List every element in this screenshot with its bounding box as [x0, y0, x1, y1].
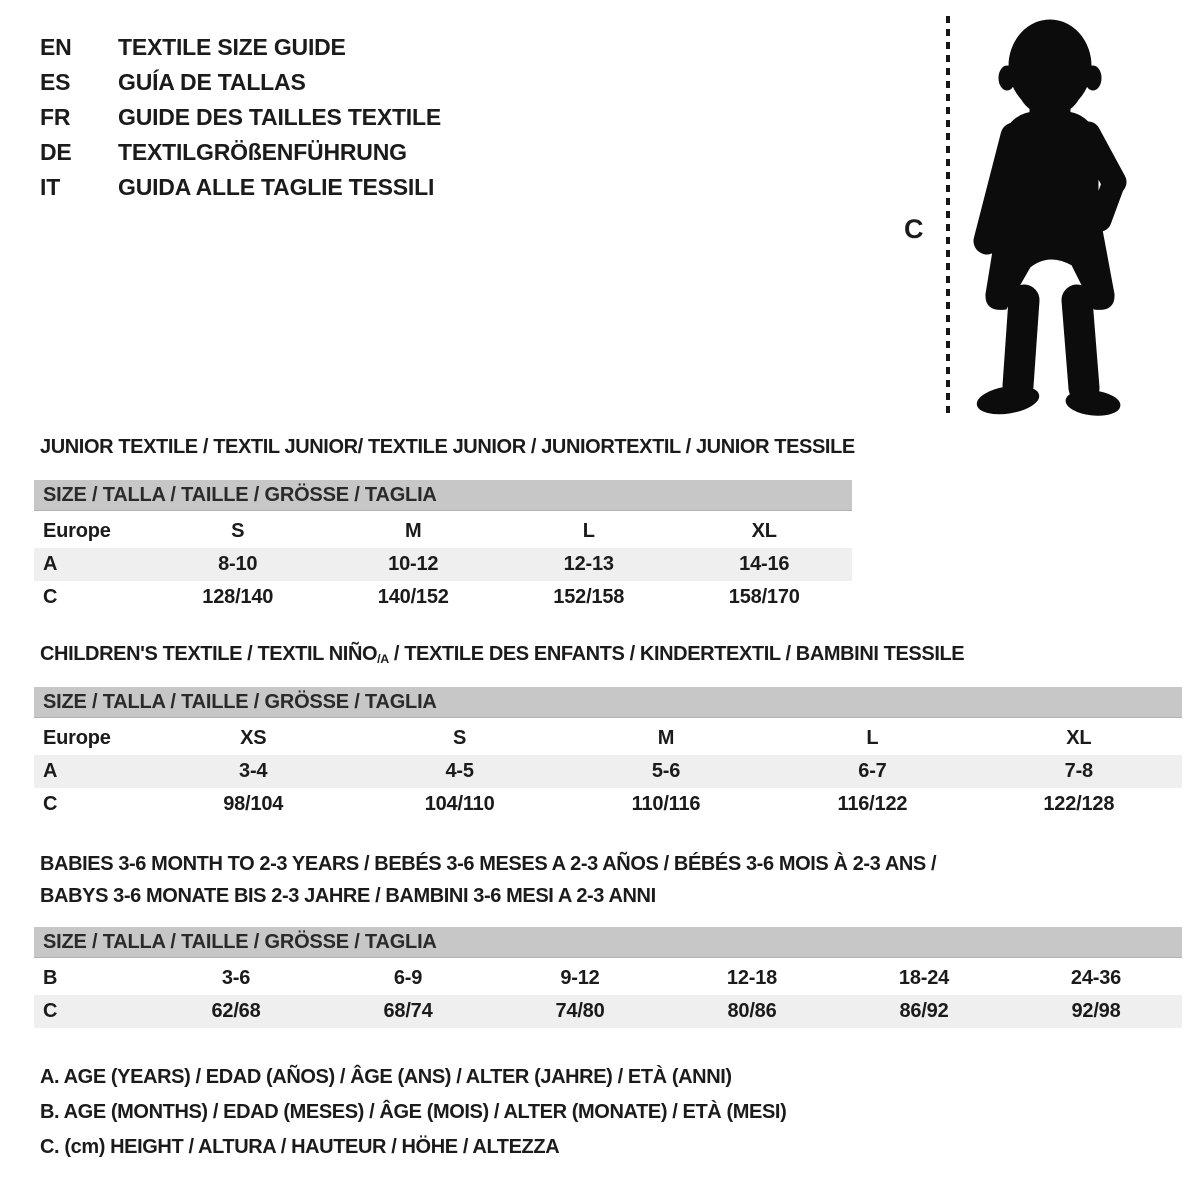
children-section-title: [40, 643, 964, 666]
language-title-block: [40, 30, 441, 205]
months-cell: 24-36: [1070, 967, 1122, 989]
height-measure-label: C: [904, 214, 924, 244]
age-cell: 14-16: [739, 553, 790, 575]
height-cell: 104/110: [424, 793, 495, 815]
table-row-height: [34, 995, 1182, 1028]
junior-size-table: [34, 480, 852, 614]
row-label: Europe: [43, 727, 111, 749]
age-cell: 7-8: [1064, 760, 1093, 782]
children-title-pre: CHILDREN'S TEXTILE / TEXTIL NIÑO: [40, 643, 378, 665]
language-row-it: [40, 170, 441, 205]
table-row-age: [34, 548, 852, 581]
table-row-europe: [34, 722, 1182, 755]
guide-title: TEXTILE SIZE GUIDE: [118, 34, 346, 60]
height-cell: 128/140: [202, 586, 274, 608]
size-cell: L: [582, 520, 595, 542]
children-title-post: / TEXTILE DES ENFANTS / KINDERTEXTIL / BAMBINI TESSILE: [388, 643, 965, 665]
babies-title-line2: BABYS 3-6 MONATE BIS 2-3 JAHRE / BAMBINI 3-6 MESI A 2-3 ANNI: [40, 885, 656, 907]
age-cell: 5-6: [651, 760, 681, 782]
height-cell: 68/74: [383, 1000, 433, 1022]
junior-section-title: JUNIOR TEXTILE / TEXTIL JUNIOR/ TEXTILE JUNIOR / JUNIORTEXTIL / JUNIOR TESSILE: [40, 436, 855, 458]
row-label: A: [43, 553, 58, 575]
age-cell: 3-4: [239, 760, 268, 782]
row-label: C: [43, 793, 58, 815]
row-label: A: [43, 760, 58, 782]
size-cell: S: [453, 727, 467, 749]
legend-height-cm: C. (cm) HEIGHT / ALTURA / HAUTEUR / HÖHE / ALTEZZA: [40, 1136, 560, 1158]
height-cell: 92/98: [1071, 1000, 1121, 1022]
height-cell: 110/116: [631, 793, 701, 815]
toddler-silhouette-icon: [958, 16, 1142, 420]
babies-section-title: [40, 848, 936, 912]
language-row-fr: [40, 100, 441, 135]
size-cell: L: [866, 727, 879, 749]
months-cell: 6-9: [393, 967, 423, 989]
language-code: ES: [40, 69, 71, 95]
height-cell: 152/158: [553, 586, 625, 608]
height-cell: 62/68: [211, 1000, 261, 1022]
months-cell: 3-6: [221, 967, 251, 989]
size-header-bar: SIZE / TALLA / TAILLE / GRÖSSE / TAGLIA: [34, 480, 852, 511]
size-header-bar: SIZE / TALLA / TAILLE / GRÖSSE / TAGLIA: [34, 687, 1182, 718]
height-cell: 98/104: [223, 793, 284, 815]
babies-title-line1: BABIES 3-6 MONTH TO 2-3 YEARS / BEBÉS 3-6 MESES A 2-3 AÑOS / BÉBÉS 3-6 MOIS À 2-3 ANS /: [40, 853, 937, 875]
language-code: EN: [40, 34, 72, 60]
months-cell: 18-24: [898, 967, 950, 989]
size-cell: S: [231, 520, 245, 542]
age-cell: 6-7: [858, 760, 887, 782]
size-cell: M: [657, 727, 675, 749]
table-row-height: [34, 581, 852, 614]
language-code: DE: [40, 139, 72, 165]
size-header-bar: SIZE / TALLA / TAILLE / GRÖSSE / TAGLIA: [34, 927, 1182, 958]
height-cell: 116/122: [837, 793, 908, 815]
language-code: FR: [40, 104, 71, 130]
height-cell: 86/92: [899, 1000, 949, 1022]
babies-size-table: [34, 927, 1182, 1028]
language-row-es: [40, 65, 441, 100]
months-cell: 12-18: [726, 967, 778, 989]
guide-title: GUÍA DE TALLAS: [118, 69, 306, 95]
row-label: B: [43, 967, 58, 989]
guide-title: GUIDE DES TAILLES TEXTILE: [118, 104, 441, 130]
measure-legend: [40, 1066, 786, 1171]
guide-title: GUIDA ALLE TAGLIE TESSILI: [118, 174, 435, 200]
height-cell: 80/86: [727, 1000, 777, 1022]
age-cell: 8-10: [218, 553, 258, 575]
guide-title: TEXTILGRÖßENFÜHRUNG: [118, 139, 407, 165]
age-cell: 10-12: [388, 553, 439, 575]
age-cell: 12-13: [563, 553, 614, 575]
legend-age-years: A. AGE (YEARS) / EDAD (AÑOS) / ÂGE (ANS) / ALTER (JAHRE) / ETÀ (ANNI): [40, 1066, 732, 1088]
height-measure-dashed-line: [946, 16, 950, 416]
language-row-en: [40, 30, 441, 65]
size-cell: M: [405, 520, 422, 542]
height-cell: 122/128: [1043, 793, 1115, 815]
size-cell: XS: [240, 727, 267, 749]
height-cell: 74/80: [555, 1000, 605, 1022]
row-label: C: [43, 1000, 58, 1022]
row-label: Europe: [43, 520, 111, 542]
table-row-age: [34, 755, 1182, 788]
language-row-de: [40, 135, 441, 170]
age-cell: 4-5: [445, 760, 474, 782]
months-cell: 9-12: [560, 967, 600, 989]
children-size-table: [34, 687, 1182, 821]
size-cell: XL: [1066, 727, 1092, 749]
language-code: IT: [40, 174, 61, 200]
table-row-height: [34, 788, 1182, 821]
table-row-europe: [34, 515, 852, 548]
legend-age-months: B. AGE (MONTHS) / EDAD (MESES) / ÂGE (MOIS) / ALTER (MONATE) / ETÀ (MESI): [40, 1101, 787, 1123]
children-title-sub: /A: [377, 652, 389, 666]
row-label: C: [43, 586, 58, 608]
height-cell: 140/152: [377, 586, 449, 608]
size-cell: XL: [751, 520, 777, 542]
height-cell: 158/170: [728, 586, 800, 608]
table-row-months: [34, 962, 1182, 995]
